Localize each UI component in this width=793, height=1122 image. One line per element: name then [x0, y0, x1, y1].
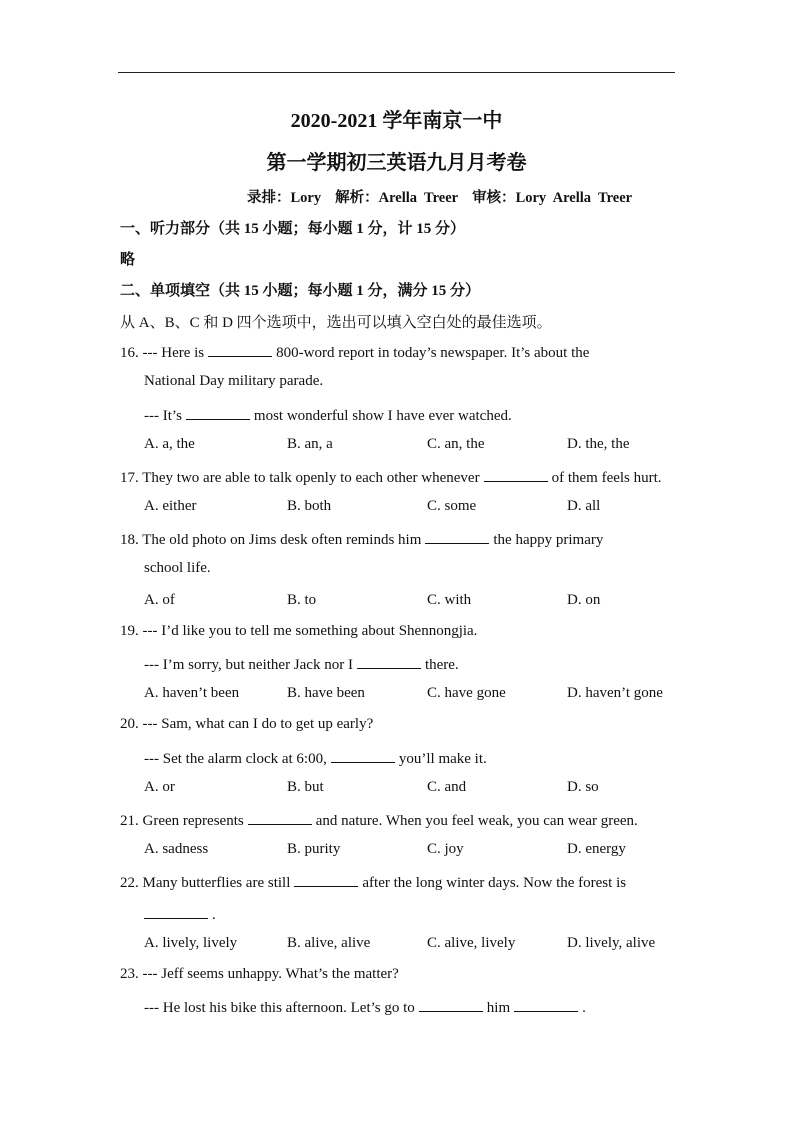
q19-line1: 19. --- I’d like you to tell me something about Shennongjia. [120, 623, 478, 639]
answer-blank [248, 810, 312, 825]
q20-option-a: A. or [144, 779, 175, 795]
q18-option-c: C. with [427, 592, 472, 608]
q17-option-d: D. all [567, 498, 601, 514]
q18-option-d: D. on [567, 592, 601, 608]
answer-blank [425, 529, 489, 544]
answer-blank [331, 748, 395, 763]
q19-option-b: B. have been [287, 685, 365, 701]
q17-line1: 17. They two are able to talk openly to each other whenever of them feels hurt. [120, 467, 662, 487]
q22-option-a: A. lively, lively [144, 935, 238, 951]
q22-option-d: D. lively, alive [567, 935, 656, 951]
q18-option-a: A. of [144, 592, 175, 608]
typeset-label: 录排： [247, 190, 291, 206]
answer-blank [419, 997, 483, 1012]
q20-option-b: B. but [287, 779, 324, 795]
answer-blank [357, 654, 421, 669]
q21-option-a: A. sadness [144, 841, 209, 857]
q19-option-c: C. have gone [427, 685, 506, 701]
q20-line2: --- Set the alarm clock at 6:00, you’ll make it. [144, 748, 487, 768]
q21-line1: 21. Green represents and nature. When you feel weak, you can wear green. [120, 810, 638, 830]
q19-line2: --- I’m sorry, but neither Jack nor I there. [144, 654, 459, 674]
analysis-label: 解析： [335, 190, 379, 206]
q19-option-d: D. haven’t gone [567, 685, 663, 701]
q16-line3: --- It’s most wonderful show I have ever watched. [144, 405, 512, 425]
q16-option-a: A. a, the [144, 436, 195, 452]
section2-heading: 二、单项填空（共 15 小题；每小题 1 分，满分 15 分） [120, 283, 481, 299]
review-name: Lory Arella Treer [515, 190, 633, 206]
answer-blank [514, 997, 578, 1012]
section1-heading: 一、听力部分（共 15 小题；每小题 1 分，计 15 分） [120, 221, 466, 237]
answer-blank [186, 405, 250, 420]
q20-line1: 20. --- Sam, what can I do to get up early? [120, 716, 374, 732]
q22-line2: . [140, 904, 216, 924]
q23-line1: 23. --- Jeff seems unhappy. What’s the matter? [120, 966, 399, 982]
review-label: 审核： [472, 190, 516, 206]
section1-content: 略 [120, 252, 136, 268]
q20-option-d: D. so [567, 779, 599, 795]
q16-line1: 16. --- Here is 800-word report in today’s newspaper. It’s about the [120, 342, 589, 362]
header-rule [118, 72, 675, 73]
q18-line2: school life. [144, 560, 211, 576]
q22-option-b: B. alive, alive [287, 935, 371, 951]
answer-blank [484, 467, 548, 482]
q16-option-b: B. an, a [287, 436, 333, 452]
q22-line1: 22. Many butterflies are still after the long winter days. Now the forest is [120, 872, 626, 892]
q19-option-a: A. haven’t been [144, 685, 240, 701]
q21-option-b: B. purity [287, 841, 341, 857]
typeset-name: Lory [290, 190, 322, 206]
credits-line [247, 186, 632, 207]
exam-title-line1: 2020-2021 学年南京一中 [290, 110, 503, 132]
answer-blank [294, 872, 358, 887]
q17-option-b: B. both [287, 498, 332, 514]
q18-line1: 18. The old photo on Jims desk often reminds him the happy primary [120, 529, 603, 549]
q21-option-d: D. energy [567, 841, 626, 857]
q17-option-c: C. some [427, 498, 477, 514]
q22-option-c: C. alive, lively [427, 935, 516, 951]
q18-option-b: B. to [287, 592, 317, 608]
q16-line2: National Day military parade. [144, 373, 324, 389]
q23-line2: --- He lost his bike this afternoon. Let’s go to him . [144, 997, 586, 1017]
q21-option-c: C. joy [427, 841, 464, 857]
answer-blank [208, 342, 272, 357]
answer-blank [144, 904, 208, 919]
q17-option-a: A. either [144, 498, 197, 514]
section2-instruction: 从 A、B、C 和 D 四个选项中，选出可以填入空白处的最佳选项。 [120, 315, 552, 331]
exam-title-line2: 第一学期初三英语九月月考卷 [266, 152, 527, 174]
q16-option-d: D. the, the [567, 436, 630, 452]
q16-option-c: C. an, the [427, 436, 485, 452]
analysis-name: Arella Treer [378, 190, 459, 206]
q20-option-c: C. and [427, 779, 467, 795]
